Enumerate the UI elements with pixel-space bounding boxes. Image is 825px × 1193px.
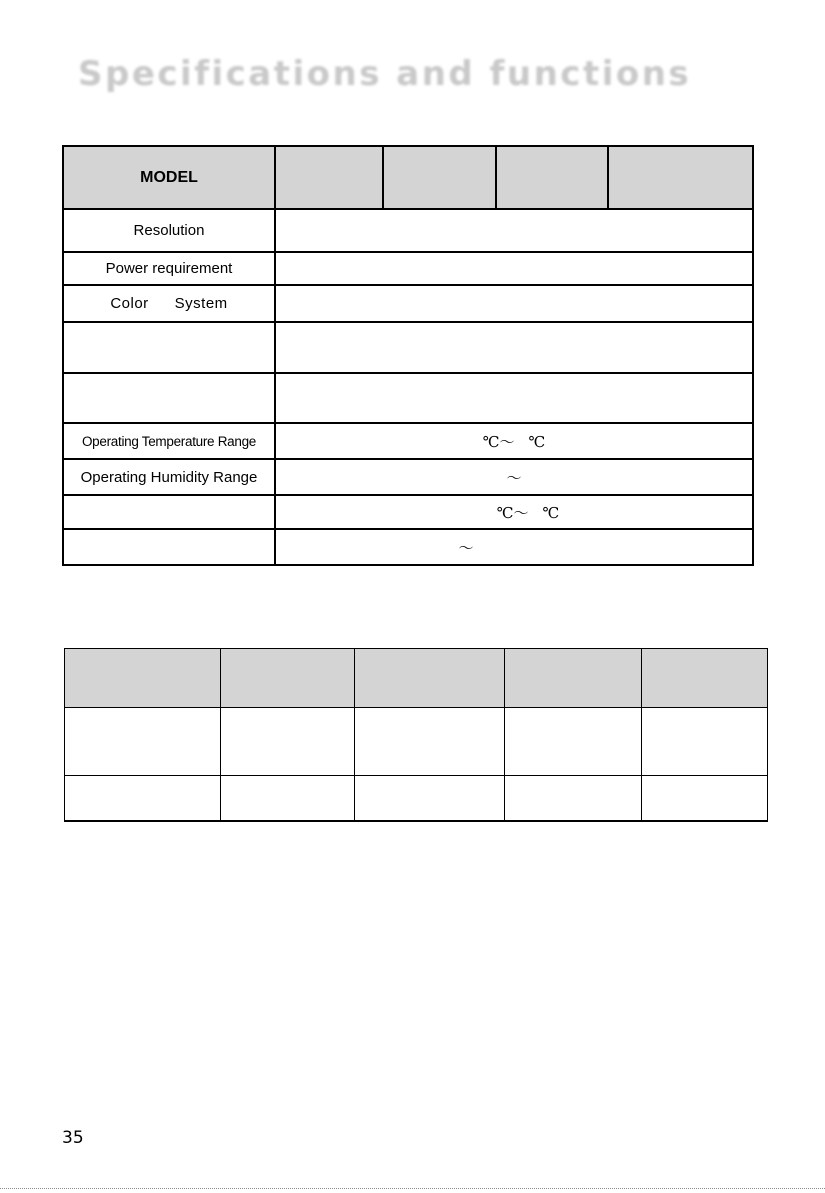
header-cell — [65, 649, 221, 708]
operating-humidity-label: Operating Humidity Range — [63, 459, 275, 495]
table-header-row — [65, 649, 768, 708]
model-column-4 — [608, 146, 753, 209]
operating-temperature-value — [275, 423, 753, 459]
table-cell — [505, 776, 642, 821]
table-row — [63, 423, 753, 459]
tilde-symbol: ～ — [506, 468, 522, 487]
color-word: Color — [110, 295, 149, 312]
tilde-symbol: ～ — [458, 538, 474, 557]
degree-c-symbol: ℃ — [542, 503, 560, 522]
tilde-symbol: ～ — [499, 432, 515, 451]
table-row — [63, 252, 753, 285]
header-cell — [221, 649, 355, 708]
resolution-label: Resolution — [63, 209, 275, 252]
header-cell — [355, 649, 505, 708]
color-system-label — [63, 285, 275, 322]
power-requirement-label: Power requirement — [63, 252, 275, 285]
model-column-3 — [496, 146, 608, 209]
table-row — [63, 373, 753, 423]
table-cell — [642, 708, 768, 776]
color-system-value — [275, 285, 753, 322]
model-column-2 — [383, 146, 496, 209]
table-row — [65, 776, 768, 821]
storage-humidity-value — [275, 529, 753, 565]
header-cell — [642, 649, 768, 708]
accessories-table — [64, 648, 768, 822]
system-word: System — [174, 295, 228, 312]
blank-label-2 — [63, 373, 275, 423]
blank-label-4 — [63, 529, 275, 565]
table-cell — [505, 708, 642, 776]
model-column-1 — [275, 146, 383, 209]
degree-c-symbol: ℃ — [528, 432, 546, 451]
table-row — [63, 495, 753, 529]
blank-value-1 — [275, 322, 753, 373]
blank-value-2 — [275, 373, 753, 423]
operating-temperature-label: Operating Temperature Range — [63, 423, 275, 459]
table-row — [65, 708, 768, 776]
table-row — [63, 209, 753, 252]
resolution-value — [275, 209, 753, 252]
table-cell — [355, 708, 505, 776]
degree-c-symbol: ℃ — [482, 432, 500, 451]
page-number: 35 — [62, 1128, 84, 1148]
header-cell — [505, 649, 642, 708]
model-header-cell: MODEL — [63, 146, 275, 209]
table-row — [63, 322, 753, 373]
tilde-symbol: ～ — [513, 503, 529, 522]
blank-label-3 — [63, 495, 275, 529]
table-cell — [642, 776, 768, 821]
power-requirement-value — [275, 252, 753, 285]
table-cell — [65, 776, 221, 821]
table-row — [63, 285, 753, 322]
specifications-table — [62, 145, 754, 566]
operating-humidity-value — [275, 459, 753, 495]
page-title: Specifications and functions — [78, 54, 692, 94]
table-row — [63, 459, 753, 495]
degree-c-symbol: ℃ — [496, 503, 514, 522]
table-cell — [221, 776, 355, 821]
table-cell — [65, 708, 221, 776]
table-cell — [355, 776, 505, 821]
bottom-divider — [0, 1188, 825, 1189]
storage-temperature-value — [275, 495, 753, 529]
table-cell — [221, 708, 355, 776]
table-header-row — [63, 146, 753, 209]
table-row — [63, 529, 753, 565]
blank-label-1 — [63, 322, 275, 373]
